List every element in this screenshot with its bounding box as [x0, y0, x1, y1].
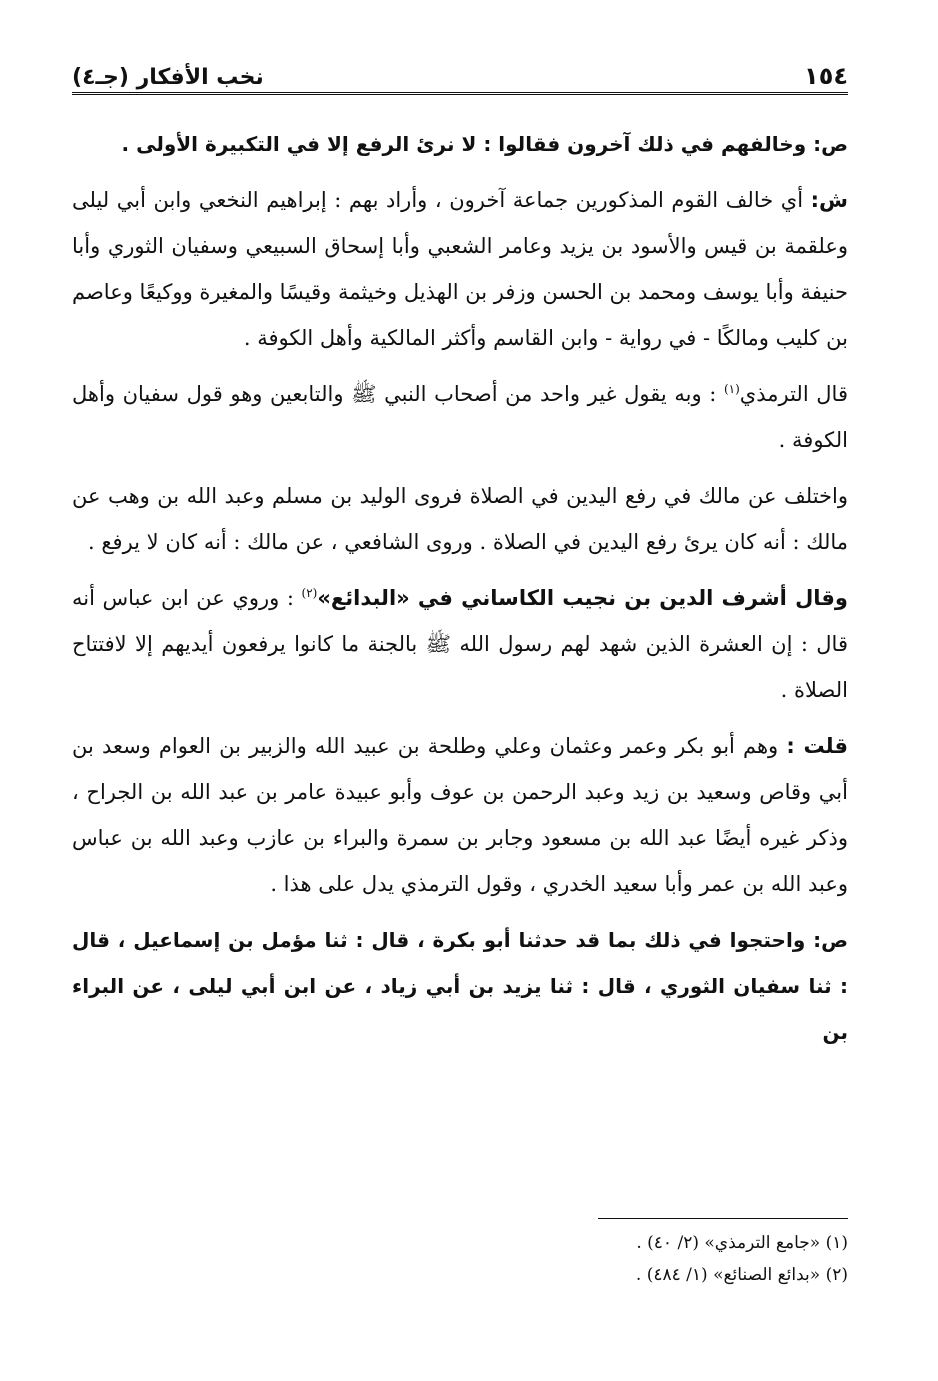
footnote-1: (١) «جامع الترمذي» (٢/ ٤٠) . — [636, 1233, 848, 1253]
footnote-divider — [598, 1218, 848, 1219]
page-header — [72, 40, 848, 95]
paragraph-lead: قلت : — [786, 734, 849, 758]
text-paragraph-5 — [72, 575, 848, 713]
footnote-marker-2: (٢) — [301, 586, 318, 600]
book-title: نخب الأفكار (جـ٤) — [72, 65, 264, 90]
text-paragraph-1: ص: وخالفهم في ذلك آخرون فقالوا : لا نرئ الرفع إلا في التكبيرة الأولى . — [121, 132, 848, 156]
footnote-2: (٢) «بدائع الصنائع» (١/ ٤٨٤) . — [635, 1265, 848, 1285]
text-paragraph-7: ص: واحتجوا في ذلك بما قد حدثنا أبو بكرة ، قال : ثنا مؤمل بن إسماعيل ، قال : ثنا سفيان الثوري ، قال : ثنا يزيد بن أبي زياد ، عن ابن أبي ليلى ، عن البراء بن — [72, 928, 848, 1044]
paragraph-text: : وروي عن ابن عباس أنه قال : إن العشرة الذين شهد لهم رسول الله ﷺ بالجنة ما كانوا يرفعون أيديهم إلا لافتتاح الصلاة . — [72, 586, 848, 702]
text-paragraph-3 — [72, 371, 848, 463]
page-number: ١٥٤ — [804, 62, 848, 90]
paragraph-lead: وقال أشرف الدين بن نجيب الكاساني في «البدائع» — [317, 586, 848, 610]
paragraph-text: أي خالف القوم المذكورين جماعة آخرون ، وأراد بهم : إبراهيم النخعي وابن أبي ليلى وعلقمة بن قيس والأسود بن يزيد وعامر الشعبي وأبا إسحاق السبيعي وسفيان الثوري وأبا حنيفة وأبا يوسف ومحمد بن الحسن وزفر بن الهذيل وخيثمة وقيسًا والمغيرة ووكيعًا وعاصم بن كليب ومالكًا - في رواية - وابن القاسم وأكثر المالكية وأهل الكوفة . — [72, 188, 848, 350]
page-body — [72, 121, 848, 1055]
paragraph-text: : وبه يقول غير واحد من أصحاب النبي ﷺ والتابعين وهو قول سفيان وأهل الكوفة . — [72, 382, 848, 452]
paragraph-text: قال الترمذي — [739, 382, 848, 406]
text-paragraph-2 — [72, 177, 848, 361]
text-paragraph-6 — [72, 723, 848, 907]
paragraph-lead: ش: — [810, 188, 848, 212]
book-page — [72, 40, 848, 1341]
paragraph-text: وهم أبو بكر وعمر وعثمان وعلي وطلحة بن عبيد الله والزبير بن العوام وسعد بن أبي وقاص وسعيد بن زيد وعبد الرحمن بن عوف وأبو عبيدة عامر بن عبد الله بن الجراح ، وذكر غيره أيضًا عبد الله بن مسعود وجابر بن سمرة والبراء بن عازب وعبد الله بن عباس وعبد الله بن عمر وأبا سعيد الخدري ، وقول الترمذي يدل على هذا . — [72, 734, 848, 896]
text-paragraph-4: واختلف عن مالك في رفع اليدين في الصلاة فروى الوليد بن مسلم وعبد الله بن وهب عن مالك : أنه كان يرئ رفع اليدين في الصلاة . وروى الشافعي ، عن مالك : أنه كان لا يرفع . — [72, 484, 848, 554]
footnotes — [72, 1218, 848, 1291]
footnote-marker-1: (١) — [723, 382, 740, 396]
